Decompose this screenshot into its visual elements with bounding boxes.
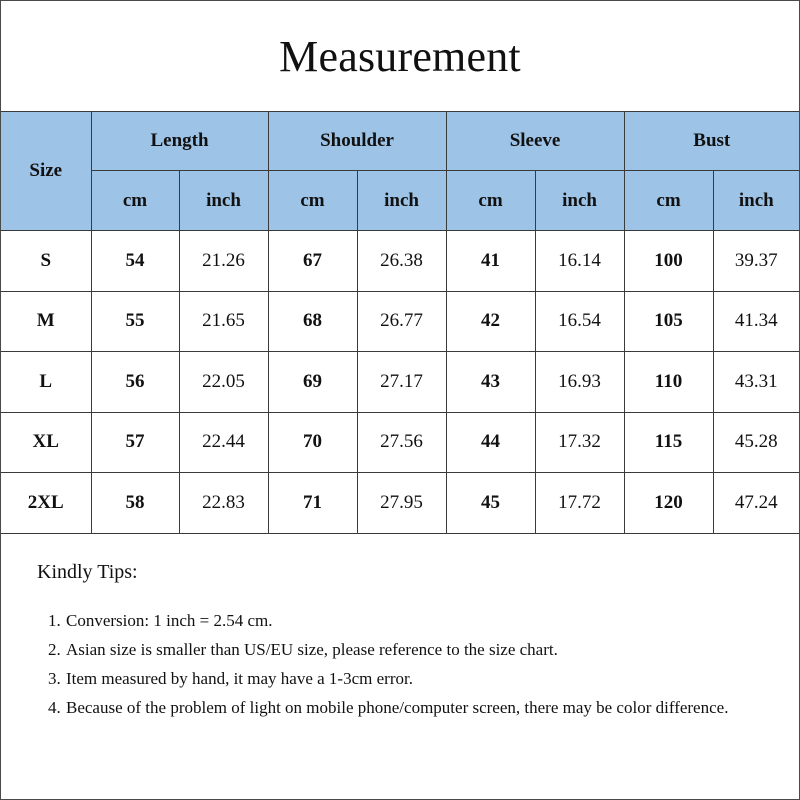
size-table	[1, 111, 799, 534]
unit-header: cm	[624, 171, 713, 231]
unit-header: cm	[268, 171, 357, 231]
tips-section	[37, 561, 757, 722]
table-row	[1, 291, 799, 352]
length-cm: 55	[91, 291, 179, 352]
sleeve-inch: 17.72	[535, 473, 624, 534]
size-label: 2XL	[1, 473, 91, 534]
shoulder-inch: 26.38	[357, 231, 446, 292]
unit-header: inch	[179, 171, 268, 231]
shoulder-inch: 27.17	[357, 352, 446, 413]
tip-item: 4. Because of the problem of light on mobile phone/computer screen, there may be color difference.	[65, 693, 757, 722]
tips-list	[37, 606, 757, 722]
sleeve-inch: 16.14	[535, 231, 624, 292]
unit-header: cm	[91, 171, 179, 231]
bust-cm: 100	[624, 231, 713, 292]
table-row	[1, 352, 799, 413]
table-row	[1, 231, 799, 292]
length-inch: 22.44	[179, 412, 268, 473]
shoulder-cm: 67	[268, 231, 357, 292]
tips-heading: Kindly Tips:	[37, 561, 138, 583]
bust-cm: 110	[624, 352, 713, 413]
length-inch: 22.05	[179, 352, 268, 413]
bust-inch: 43.31	[713, 352, 799, 413]
size-label: M	[1, 291, 91, 352]
sleeve-cm: 42	[446, 291, 535, 352]
length-group-header: Length	[91, 112, 268, 171]
length-inch: 21.65	[179, 291, 268, 352]
length-inch: 21.26	[179, 231, 268, 292]
tip-item: 2. Asian size is smaller than US/EU size, please reference to the size chart.	[65, 635, 757, 664]
bust-cm: 120	[624, 473, 713, 534]
sleeve-inch: 17.32	[535, 412, 624, 473]
tip-item: 1. Conversion: 1 inch = 2.54 cm.	[65, 606, 757, 635]
shoulder-cm: 69	[268, 352, 357, 413]
bust-cm: 105	[624, 291, 713, 352]
unit-header: inch	[357, 171, 446, 231]
bust-inch: 39.37	[713, 231, 799, 292]
header-group-row	[1, 112, 799, 171]
unit-header: inch	[535, 171, 624, 231]
bust-inch: 45.28	[713, 412, 799, 473]
size-column-header: Size	[1, 112, 91, 231]
shoulder-group-header: Shoulder	[268, 112, 446, 171]
unit-header: inch	[713, 171, 799, 231]
length-cm: 54	[91, 231, 179, 292]
header-unit-row	[1, 171, 799, 231]
sleeve-cm: 43	[446, 352, 535, 413]
tip-item: 3. Item measured by hand, it may have a 1-3cm error.	[65, 664, 757, 693]
size-label: L	[1, 352, 91, 413]
bust-cm: 115	[624, 412, 713, 473]
shoulder-inch: 27.95	[357, 473, 446, 534]
size-label: XL	[1, 412, 91, 473]
sleeve-cm: 41	[446, 231, 535, 292]
bust-group-header: Bust	[624, 112, 799, 171]
table-row	[1, 412, 799, 473]
sleeve-inch: 16.93	[535, 352, 624, 413]
length-cm: 57	[91, 412, 179, 473]
bust-inch: 47.24	[713, 473, 799, 534]
shoulder-inch: 27.56	[357, 412, 446, 473]
sleeve-cm: 44	[446, 412, 535, 473]
sleeve-inch: 16.54	[535, 291, 624, 352]
shoulder-cm: 70	[268, 412, 357, 473]
length-cm: 56	[91, 352, 179, 413]
size-label: S	[1, 231, 91, 292]
length-cm: 58	[91, 473, 179, 534]
sleeve-cm: 45	[446, 473, 535, 534]
shoulder-inch: 26.77	[357, 291, 446, 352]
shoulder-cm: 71	[268, 473, 357, 534]
length-inch: 22.83	[179, 473, 268, 534]
shoulder-cm: 68	[268, 291, 357, 352]
bust-inch: 41.34	[713, 291, 799, 352]
sleeve-group-header: Sleeve	[446, 112, 624, 171]
table-row	[1, 473, 799, 534]
unit-header: cm	[446, 171, 535, 231]
page-title: Measurement	[279, 31, 521, 81]
